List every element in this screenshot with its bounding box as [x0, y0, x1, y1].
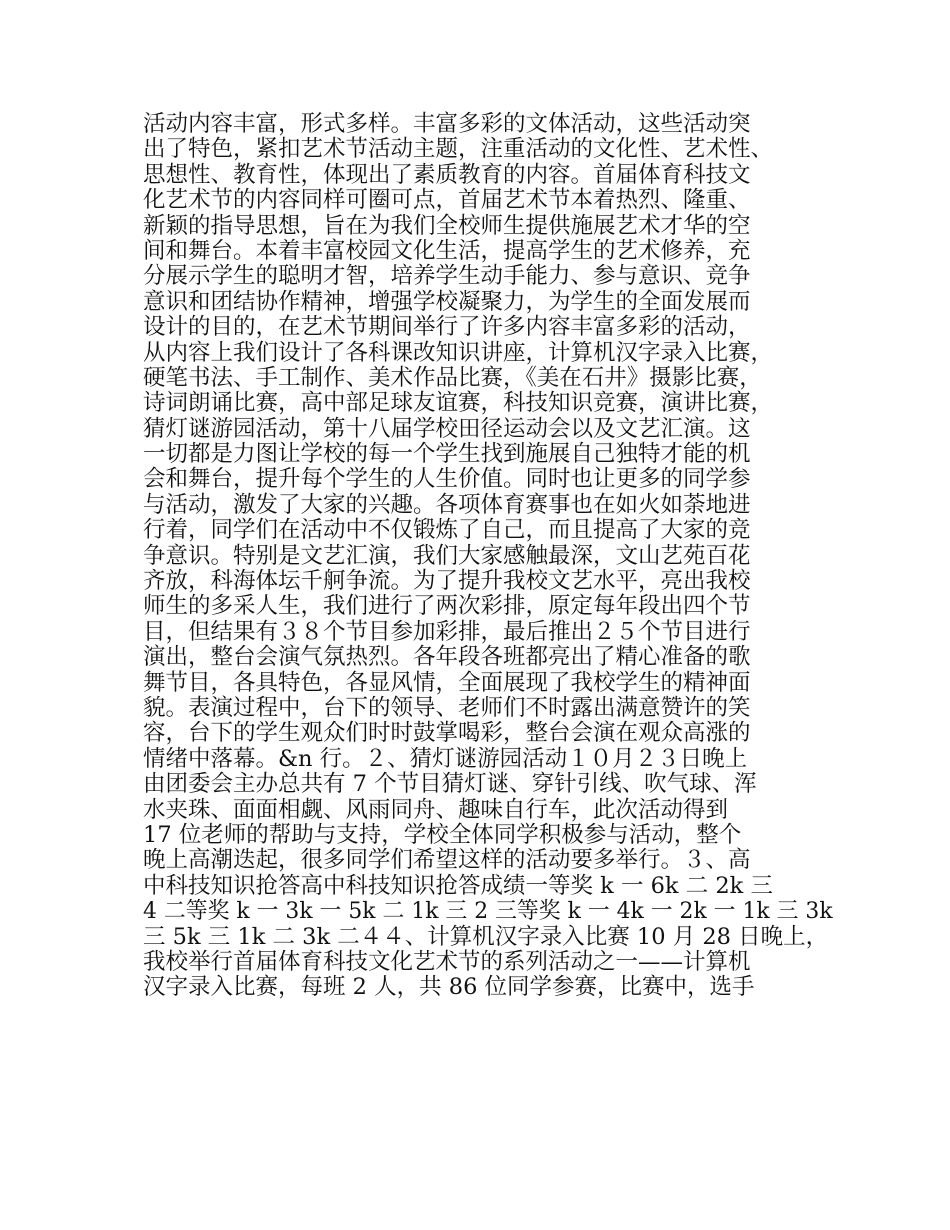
text-line: 舞节目，各具特色，各显风情，全面展现了我校学生的精神面 [143, 669, 751, 696]
text-line: 新颖的指导思想，旨在为我们全校师生提供施展艺术才华的空 [143, 212, 751, 239]
text-line: 三 5k 三 1k 二 3k 二４４、计算机汉字录入比赛 10 月 28 日晚上， [143, 923, 829, 950]
text-line: 由团委会主办总共有 7 个节目猜灯谜、穿针引线、吹气球、浑 [143, 771, 757, 798]
text-line: 间和舞台。本着丰富校园文化生活，提高学生的艺术修养，充 [143, 237, 751, 264]
text-line: 会和舞台，提升每个学生的人生价值。同时也让更多的同学参 [143, 466, 751, 493]
text-line: 4 二等奖 k 一 3k 一 5k 二 1k 三 2 三等奖 k 一 4k 一 2k 一 1k 三 3k [143, 898, 833, 925]
text-line: 容，台下的学生观众们时时鼓掌喝彩，整台会演在观众高涨的 [143, 720, 751, 747]
text-line: 硬笔书法、手工制作、美术作品比赛，《美在石井》摄影比赛， [143, 364, 762, 391]
text-line: 活动内容丰富，形式多样。丰富多彩的文体活动，这些活动突 [143, 111, 751, 137]
text-line: 齐放，科海体坛千舸争流。为了提升我校文艺水平，亮出我校 [143, 568, 751, 595]
text-line: 化艺术节的内容同样可圈可点，首届艺术节本着热烈、隆重、 [143, 187, 751, 214]
text-line: 从内容上我们设计了各科课改知识讲座，计算机汉字录入比赛， [143, 339, 774, 366]
text-line: 分展示学生的聪明才智，培养学生动手能力、参与意识、竞争 [143, 263, 751, 290]
text-line: 猜灯谜游园活动，第十八届学校田径运动会以及文艺汇演。这 [143, 415, 751, 442]
text-line: 水夹珠、面面相觑、风雨同舟、趣味自行车，此次活动得到 [143, 796, 729, 823]
text-line: 与活动，激发了大家的兴趣。各项体育赛事也在如火如荼地进 [143, 491, 751, 518]
text-line: 17 位老师的帮助与支持，学校全体同学积极参与活动，整个 [143, 821, 742, 848]
text-line: 汉字录入比赛，每班 2 人，共 86 位同学参赛，比赛中，选手 [143, 974, 755, 1001]
text-line: 设计的目的，在艺术节期间举行了许多内容丰富多彩的活动， [143, 314, 751, 341]
text-line: 中科技知识抢答高中科技知识抢答成绩一等奖 k 一 6k 二 2k 三 [143, 872, 773, 899]
text-line: 演出，整台会演气氛热烈。各年段各班都亮出了精心准备的歌 [143, 644, 751, 671]
body-text [143, 112, 833, 1001]
text-line: 貌。表演过程中，台下的领导、老师们不时露出满意赞许的笑 [143, 694, 751, 721]
text-line: 我校举行首届体育科技文化艺术节的系列活动之一——计算机 [143, 948, 751, 975]
text-line: 诗词朗诵比赛，高中部足球友谊赛，科技知识竞赛，演讲比赛， [143, 390, 774, 417]
text-line: 思想性、教育性，体现出了素质教育的内容。首届体育科技文 [143, 161, 751, 188]
text-line: 行着，同学们在活动中不仅锻炼了自己，而且提高了大家的竞 [143, 517, 751, 544]
text-line: 晚上高潮迭起，很多同学们希望这样的活动要多举行。３、高 [143, 847, 751, 874]
text-line: 目，但结果有３８个节目参加彩排，最后推出２５个节目进行 [143, 618, 751, 645]
text-line: 争意识。特别是文艺汇演，我们大家感触最深，文山艺苑百花 [143, 542, 751, 569]
text-line: 师生的多采人生，我们进行了两次彩排，原定每年段出四个节 [143, 593, 751, 620]
text-line: 一切都是力图让学校的每一个学生找到施展自己独特才能的机 [143, 441, 751, 468]
text-line: 意识和团结协作精神，增强学校凝聚力，为学生的全面发展而 [143, 288, 751, 315]
text-line: 出了特色，紧扣艺术节活动主题，注重活动的文化性、艺术性、 [143, 136, 774, 163]
text-line: 情绪中落幕。&n 行。２、猜灯谜游园活动１０月２３日晚上 [143, 745, 748, 772]
